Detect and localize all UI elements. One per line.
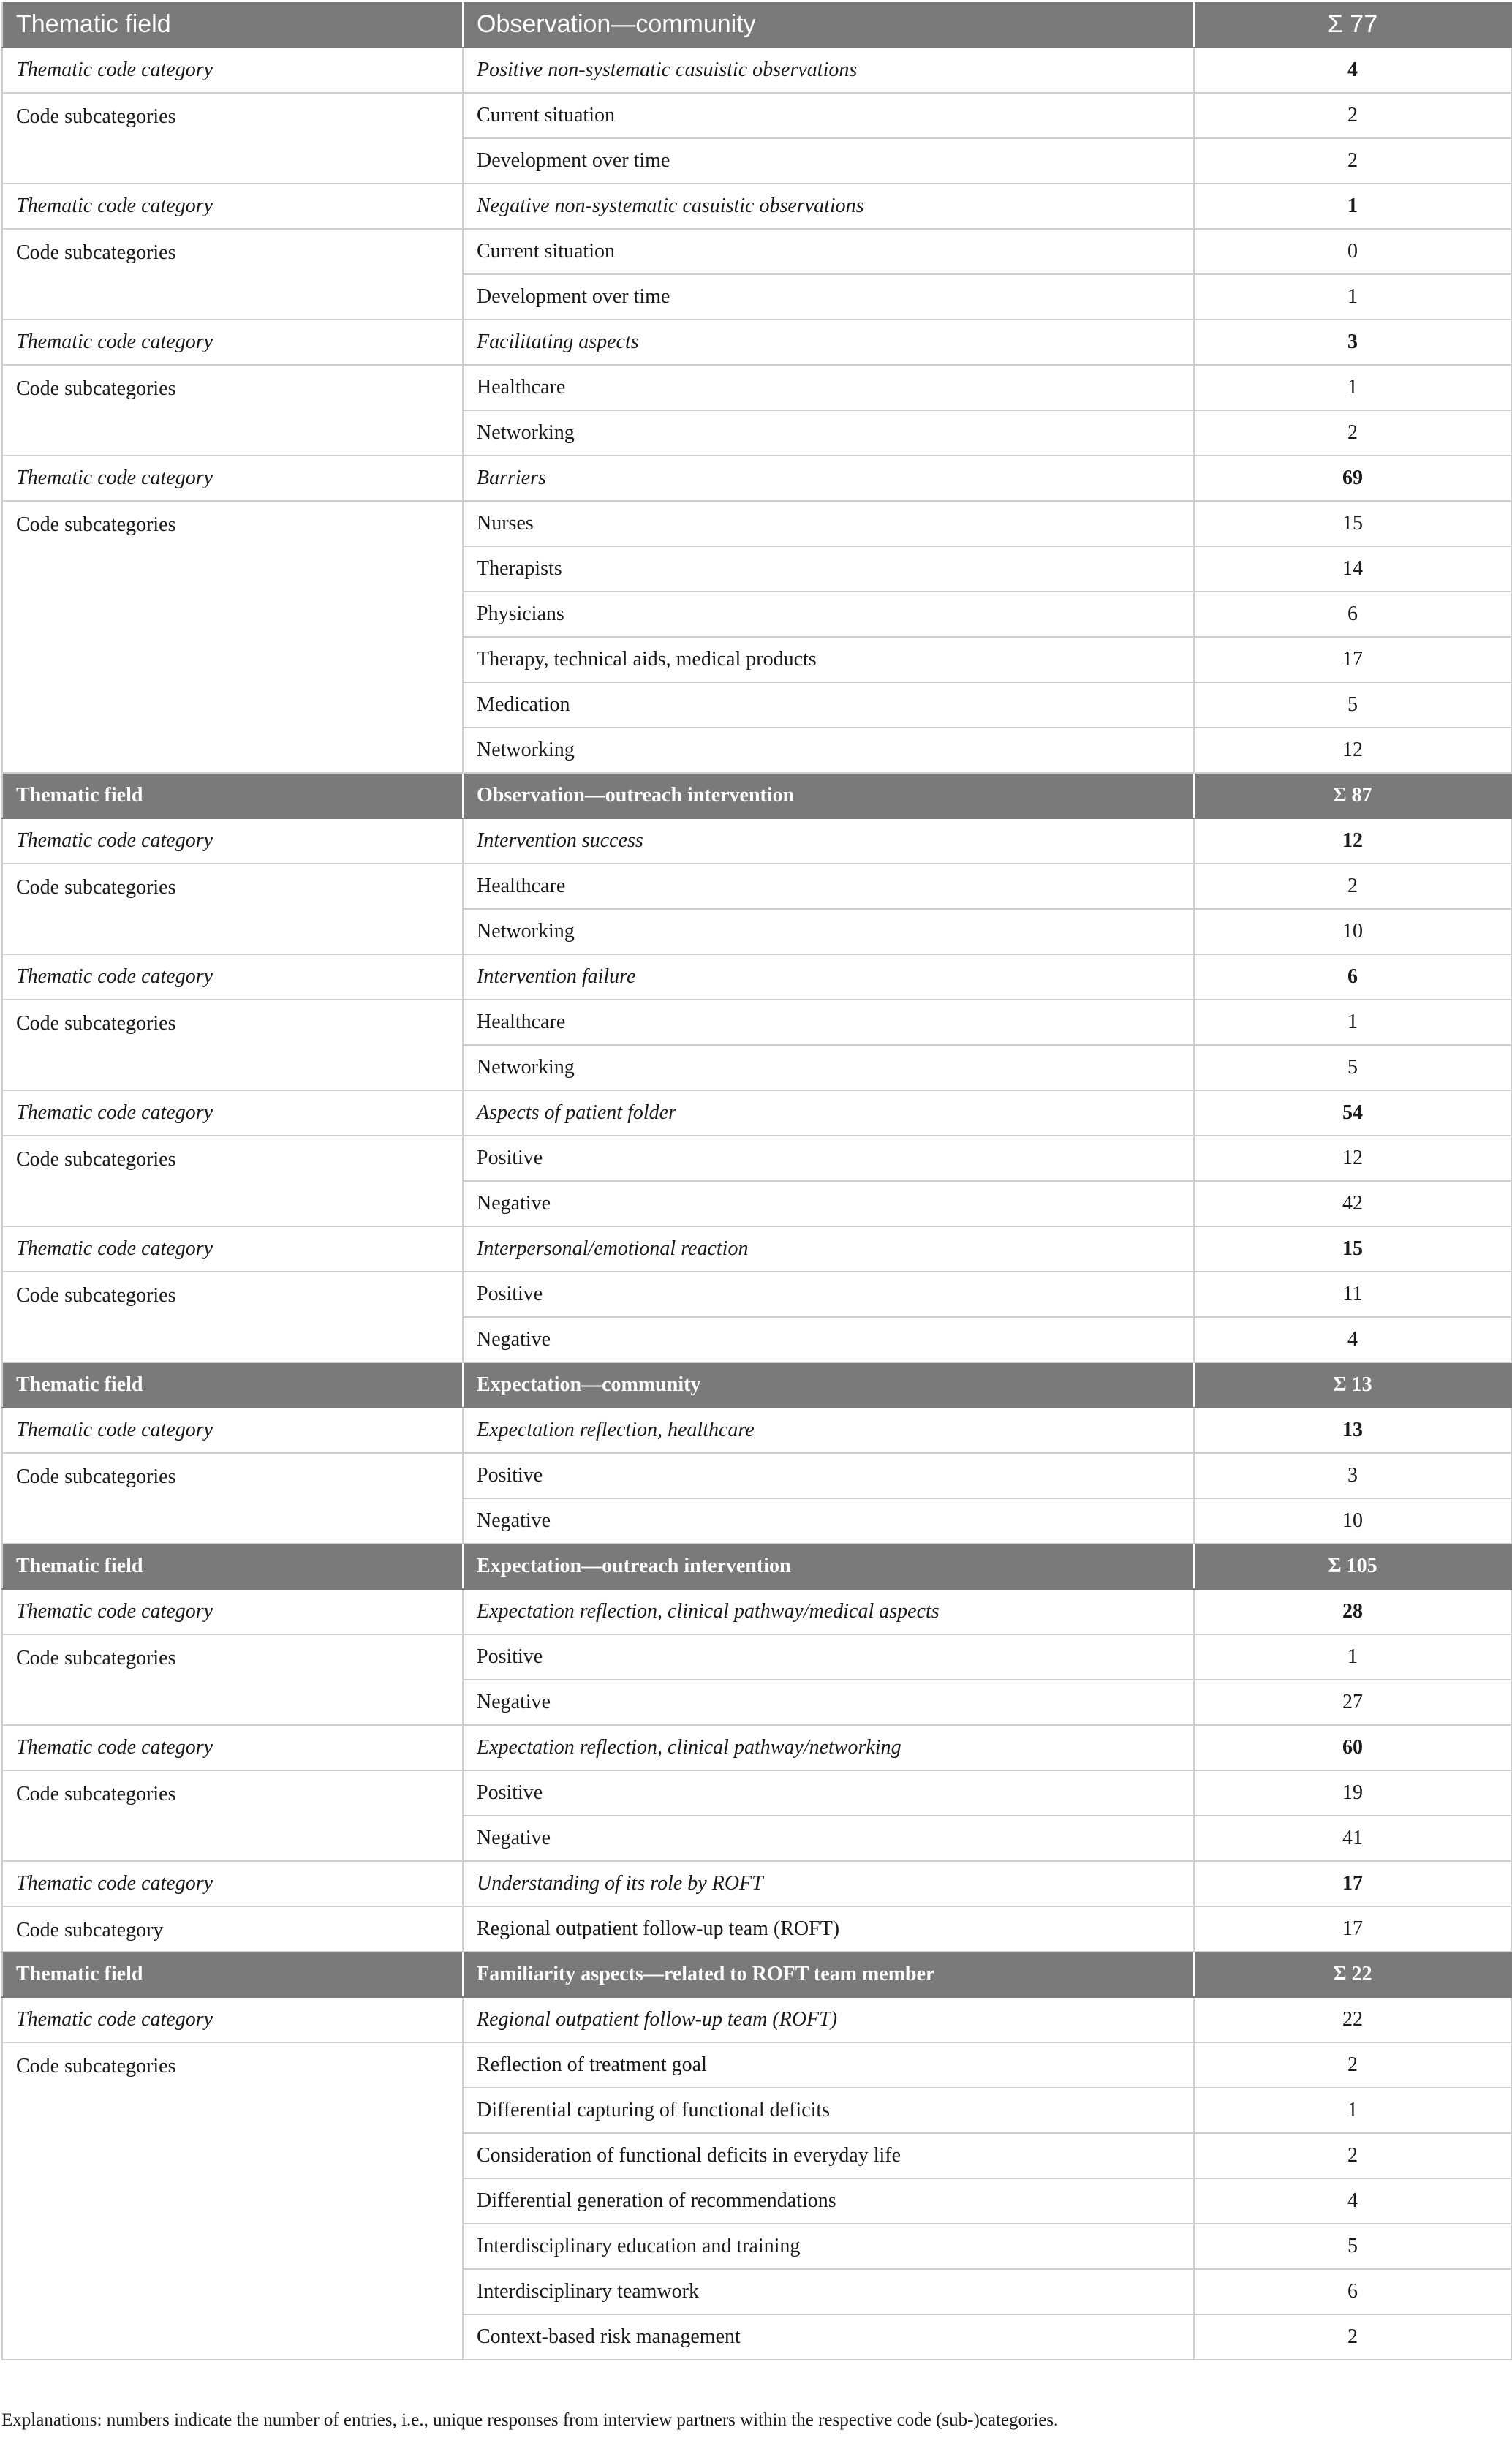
subcategory-label: Code subcategories — [2, 229, 463, 320]
category-name: Regional outpatient follow-up team (ROFT) — [463, 1997, 1194, 2042]
thematic-field-row — [2, 1362, 1511, 1408]
field-label: Thematic field — [2, 1362, 463, 1408]
category-count: 1 — [1194, 184, 1511, 229]
subcategory-name: Healthcare — [463, 365, 1194, 410]
subcategory-count: 10 — [1194, 1498, 1511, 1544]
subcategory-name: Positive — [463, 1770, 1194, 1816]
subcategory-name: Physicians — [463, 592, 1194, 637]
subcategory-name: Negative — [463, 1816, 1194, 1861]
subcategory-row — [2, 229, 1511, 274]
subcategory-label: Code subcategories — [2, 1272, 463, 1362]
subcategory-label: Code subcategories — [2, 2042, 463, 2360]
category-count: 69 — [1194, 456, 1511, 501]
category-name: Expectation reflection, clinical pathway/medical aspects — [463, 1589, 1194, 1634]
category-row — [2, 1997, 1511, 2042]
category-row — [2, 456, 1511, 501]
category-label: Thematic code category — [2, 1226, 463, 1272]
subcategory-row — [2, 2042, 1511, 2088]
subcategory-name: Negative — [463, 1498, 1194, 1544]
subcategory-label: Code subcategories — [2, 93, 463, 184]
subcategory-count: 1 — [1194, 274, 1511, 320]
subcategory-count: 1 — [1194, 1634, 1511, 1680]
subcategory-count: 2 — [1194, 864, 1511, 909]
category-label: Thematic code category — [2, 184, 463, 229]
subcategory-count: 14 — [1194, 546, 1511, 592]
subcategory-count: 2 — [1194, 93, 1511, 138]
category-name: Understanding of its role by ROFT — [463, 1861, 1194, 1906]
subcategory-count: 42 — [1194, 1181, 1511, 1226]
category-row — [2, 1861, 1511, 1906]
category-name: Positive non-systematic casuistic observations — [463, 48, 1194, 93]
category-row — [2, 954, 1511, 1000]
subcategory-count: 17 — [1194, 637, 1511, 682]
category-label: Thematic code category — [2, 320, 463, 365]
subcategory-count: 12 — [1194, 1136, 1511, 1181]
thematic-field-row — [2, 1952, 1511, 1997]
subcategory-name: Positive — [463, 1634, 1194, 1680]
category-row — [2, 320, 1511, 365]
subcategory-count: 2 — [1194, 138, 1511, 184]
field-total: Σ 13 — [1194, 1362, 1511, 1408]
table-body — [2, 2, 1511, 2360]
category-label: Thematic code category — [2, 1997, 463, 2042]
category-name: Interpersonal/emotional reaction — [463, 1226, 1194, 1272]
subcategory-label: Code subcategories — [2, 1136, 463, 1226]
category-label: Thematic code category — [2, 1589, 463, 1634]
subcategory-name: Medication — [463, 682, 1194, 728]
subcategory-name: Networking — [463, 728, 1194, 773]
category-name: Facilitating aspects — [463, 320, 1194, 365]
subcategory-count: 15 — [1194, 501, 1511, 546]
field-name: Familiarity aspects—related to ROFT team member — [463, 1952, 1194, 1997]
category-count: 12 — [1194, 818, 1511, 864]
subcategory-row — [2, 365, 1511, 410]
field-total: Σ 22 — [1194, 1952, 1511, 1997]
subcategory-count: 19 — [1194, 1770, 1511, 1816]
category-name: Aspects of patient folder — [463, 1090, 1194, 1136]
category-row — [2, 1725, 1511, 1770]
category-label: Thematic code category — [2, 48, 463, 93]
subcategory-name: Healthcare — [463, 864, 1194, 909]
category-count: 13 — [1194, 1408, 1511, 1453]
subcategory-count: 5 — [1194, 2224, 1511, 2269]
subcategory-label: Code subcategories — [2, 864, 463, 954]
subcategory-count: 5 — [1194, 682, 1511, 728]
subcategory-count: 2 — [1194, 2042, 1511, 2088]
subcategory-row — [2, 1272, 1511, 1317]
category-row — [2, 1090, 1511, 1136]
subcategory-name: Networking — [463, 1045, 1194, 1090]
category-row — [2, 184, 1511, 229]
category-label: Thematic code category — [2, 1408, 463, 1453]
subcategory-name: Healthcare — [463, 1000, 1194, 1045]
field-total: Σ 87 — [1194, 773, 1511, 818]
field-total: Σ 105 — [1194, 1544, 1511, 1589]
subcategory-name: Regional outpatient follow-up team (ROFT) — [463, 1906, 1194, 1952]
category-count: 4 — [1194, 48, 1511, 93]
subcategory-name: Context-based risk management — [463, 2314, 1194, 2360]
table-footnote: Explanations: numbers indicate the number of entries, i.e., unique responses from interview partners within the respective code (sub-)categories. — [1, 2410, 1059, 2430]
subcategory-name: Therapy, technical aids, medical products — [463, 637, 1194, 682]
field-name: Observation—community — [463, 2, 1194, 48]
subcategory-row — [2, 1136, 1511, 1181]
subcategory-row — [2, 1000, 1511, 1045]
subcategory-name: Development over time — [463, 138, 1194, 184]
category-count: 22 — [1194, 1997, 1511, 2042]
category-name: Intervention success — [463, 818, 1194, 864]
category-row — [2, 1408, 1511, 1453]
category-count: 15 — [1194, 1226, 1511, 1272]
subcategory-row — [2, 1453, 1511, 1498]
subcategory-count: 0 — [1194, 229, 1511, 274]
subcategory-count: 4 — [1194, 2178, 1511, 2224]
category-label: Thematic code category — [2, 1725, 463, 1770]
subcategory-name: Negative — [463, 1317, 1194, 1362]
category-name: Intervention failure — [463, 954, 1194, 1000]
subcategory-label: Code subcategory — [2, 1906, 463, 1952]
field-label: Thematic field — [2, 1952, 463, 1997]
category-label: Thematic code category — [2, 1861, 463, 1906]
subcategory-count: 2 — [1194, 2314, 1511, 2360]
subcategory-row — [2, 1634, 1511, 1680]
subcategory-label: Code subcategories — [2, 1000, 463, 1090]
subcategory-count: 6 — [1194, 2269, 1511, 2314]
subcategory-name: Interdisciplinary teamwork — [463, 2269, 1194, 2314]
subcategory-row — [2, 1770, 1511, 1816]
subcategory-row — [2, 501, 1511, 546]
subcategory-label: Code subcategories — [2, 1453, 463, 1544]
category-count: 54 — [1194, 1090, 1511, 1136]
subcategory-name: Negative — [463, 1181, 1194, 1226]
subcategory-label: Code subcategories — [2, 1634, 463, 1725]
subcategory-count: 5 — [1194, 1045, 1511, 1090]
field-name: Observation—outreach intervention — [463, 773, 1194, 818]
category-count: 17 — [1194, 1861, 1511, 1906]
subcategory-count: 6 — [1194, 592, 1511, 637]
subcategory-name: Interdisciplinary education and training — [463, 2224, 1194, 2269]
subcategory-name: Negative — [463, 1680, 1194, 1725]
category-row — [2, 1226, 1511, 1272]
subcategory-name: Nurses — [463, 501, 1194, 546]
subcategory-count: 10 — [1194, 909, 1511, 954]
subcategory-name: Current situation — [463, 93, 1194, 138]
subcategory-count: 17 — [1194, 1906, 1511, 1952]
subcategory-name: Differential capturing of functional deficits — [463, 2088, 1194, 2133]
subcategory-label: Code subcategories — [2, 365, 463, 456]
category-label: Thematic code category — [2, 954, 463, 1000]
category-label: Thematic code category — [2, 456, 463, 501]
category-name: Expectation reflection, clinical pathway/networking — [463, 1725, 1194, 1770]
subcategory-name: Current situation — [463, 229, 1194, 274]
subcategory-count: 1 — [1194, 365, 1511, 410]
field-label: Thematic field — [2, 2, 463, 48]
subcategory-row — [2, 93, 1511, 138]
subcategory-count: 11 — [1194, 1272, 1511, 1317]
field-label: Thematic field — [2, 773, 463, 818]
subcategory-count: 1 — [1194, 2088, 1511, 2133]
category-row — [2, 818, 1511, 864]
subcategory-name: Positive — [463, 1453, 1194, 1498]
category-row — [2, 48, 1511, 93]
subcategory-name: Reflection of treatment goal — [463, 2042, 1194, 2088]
category-count: 60 — [1194, 1725, 1511, 1770]
field-name: Expectation—outreach intervention — [463, 1544, 1194, 1589]
thematic-code-table — [1, 2, 1512, 2360]
subcategory-name: Consideration of functional deficits in everyday life — [463, 2133, 1194, 2178]
category-row — [2, 1589, 1511, 1634]
category-label: Thematic code category — [2, 1090, 463, 1136]
subcategory-name: Differential generation of recommendations — [463, 2178, 1194, 2224]
category-name: Negative non-systematic casuistic observations — [463, 184, 1194, 229]
subcategory-name: Positive — [463, 1272, 1194, 1317]
subcategory-count: 4 — [1194, 1317, 1511, 1362]
subcategory-count: 41 — [1194, 1816, 1511, 1861]
thematic-field-row — [2, 2, 1511, 48]
subcategory-name: Positive — [463, 1136, 1194, 1181]
thematic-field-row — [2, 1544, 1511, 1589]
subcategory-count: 2 — [1194, 410, 1511, 456]
subcategory-count: 27 — [1194, 1680, 1511, 1725]
subcategory-row — [2, 1906, 1511, 1952]
subcategory-name: Development over time — [463, 274, 1194, 320]
field-label: Thematic field — [2, 1544, 463, 1589]
category-count: 3 — [1194, 320, 1511, 365]
field-total: Σ 77 — [1194, 2, 1511, 48]
thematic-field-row — [2, 773, 1511, 818]
category-label: Thematic code category — [2, 818, 463, 864]
subcategory-name: Networking — [463, 410, 1194, 456]
thematic-table-container — [1, 2, 1511, 2360]
category-count: 6 — [1194, 954, 1511, 1000]
subcategory-count: 2 — [1194, 2133, 1511, 2178]
subcategory-count: 3 — [1194, 1453, 1511, 1498]
subcategory-name: Networking — [463, 909, 1194, 954]
subcategory-label: Code subcategories — [2, 1770, 463, 1861]
subcategory-row — [2, 864, 1511, 909]
category-name: Expectation reflection, healthcare — [463, 1408, 1194, 1453]
category-name: Barriers — [463, 456, 1194, 501]
subcategory-name: Therapists — [463, 546, 1194, 592]
subcategory-count: 12 — [1194, 728, 1511, 773]
category-count: 28 — [1194, 1589, 1511, 1634]
field-name: Expectation—community — [463, 1362, 1194, 1408]
subcategory-count: 1 — [1194, 1000, 1511, 1045]
subcategory-label: Code subcategories — [2, 501, 463, 773]
